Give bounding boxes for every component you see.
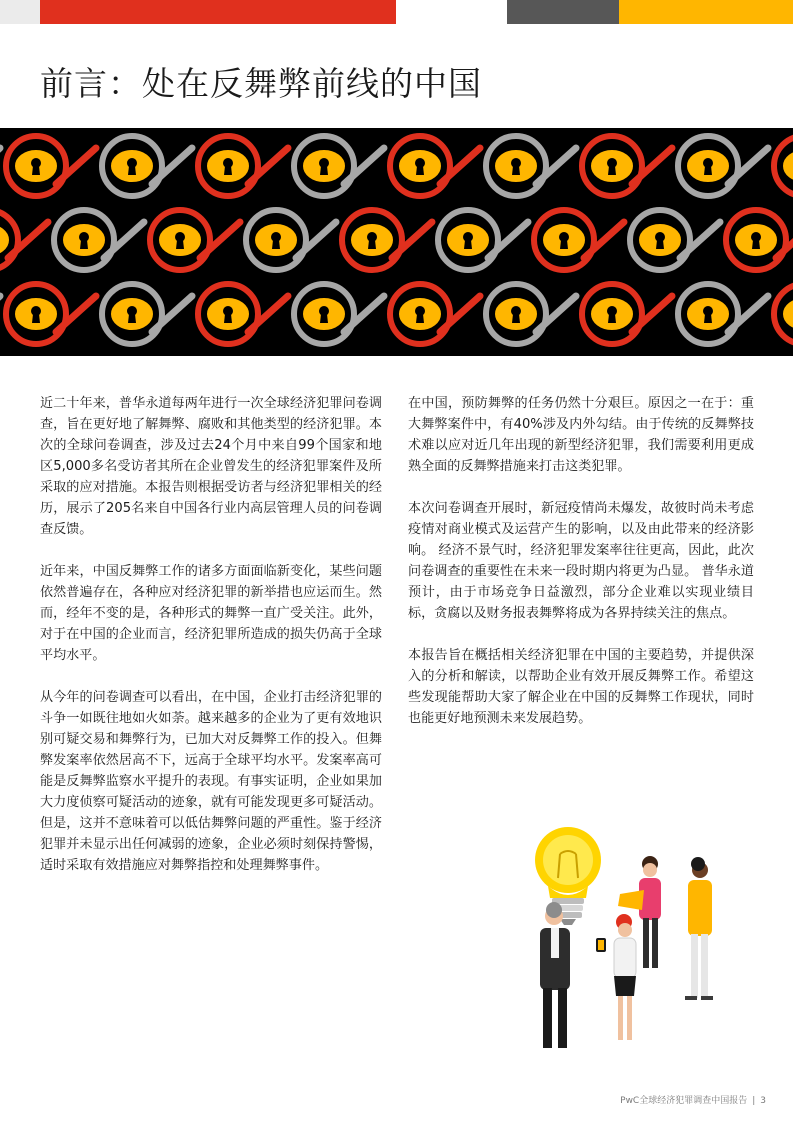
right-column: [408, 393, 754, 750]
page-footer: [620, 1093, 766, 1106]
intro-paragraph-1: 近二十年来，普华永道每两年进行一次全球经济犯罪问卷调查，旨在更好地了解舞弊、腐败和其他类型的经济犯罪。本次的全球问卷调查，涉及过去24个月中来自99个国家和地区5,000多名受访者其所在企业曾发生的经济犯罪案件及所采取的应对措施。本报告则根据受访者与经济犯罪相关的经历，展示了205名来自中国各行业内高层管理人员的问卷调查反馈。: [40, 396, 382, 537]
intro-paragraph-5: 本次问卷调查开展时，新冠疫情尚未爆发，故彼时尚未考虑疫情对商业模式及运营产生的影响，以及由此带来的经济影响。 经济不景气时，经济犯罪发案率往往更高，因此，此次问卷调查的重要性在未来一段时期内将更为凸显。 普华永道预计，由于市场竞争日益激烈，部分企业难以实现业绩目标，贪腐以及财务报表舞弊将成为各界持续关注的焦点。: [408, 501, 754, 621]
page-title: 前言：处在反舞弊前线的中国: [40, 64, 482, 103]
intro-paragraph-2: 近年来，中国反舞弊工作的诸多方面面临新变化，某些问题依然普遍存在，各种应对经济犯罪的新举措也应运而生。然而，经年不变的是，各种形式的舞弊一直广受关注。此外，对于在中国的企业而言，经济犯罪所造成的损失仍高于全球平均水平。: [40, 564, 382, 663]
man-yellow-figure: [685, 857, 713, 1000]
intro-paragraph-6: 本报告旨在概括相关经济犯罪在中国的主要趋势，并提供深入的分析和解读，以帮助企业有效开展反舞弊工作。希望这些发现能帮助大家了解企业在中国的反舞弊工作现状，同时也能更好地预测未来发展趋势。: [408, 648, 754, 726]
lightbulb-team-illustration: [520, 812, 720, 1057]
intro-paragraph-3: 从今年的问卷调查可以看出，在中国，企业打击经济犯罪的斗争一如既往地如火如荼。越来越多的企业为了更有效地识别可疑交易和舞弊行为，已加大对反舞弊工作的投入。但舞弊发案率依然居高不下，远高于全球平均水平。发案率高可能是反舞弊监察水平提升的表现。有事实证明，企业如果加大力度侦察可疑活动的迹象，就有可能发现更多可疑活动。但是，这并不意味着可以低估舞弊问题的严重性。鉴于经济犯罪并未显示出任何减弱的迹象，企业必须时刻保持警惕，适时采取有效措施应对舞弊指控和处理舞弊事件。: [40, 690, 382, 873]
footer-report-name: PwC全球经济犯罪调查中国报告: [620, 1096, 748, 1106]
top-bar-grey: [507, 0, 619, 24]
top-bar-yellow: [619, 0, 793, 24]
woman-white-figure: [596, 914, 636, 1040]
page-number: 3: [760, 1096, 766, 1106]
top-bar-red: [40, 0, 396, 24]
left-column: [40, 393, 382, 897]
footer-separator: |: [752, 1096, 756, 1106]
keyhole-eye-banner: [0, 128, 793, 356]
intro-paragraph-4: 在中国，预防舞弊的任务仍然十分艰巨。原因之一在于：重大舞弊案件中，有40%涉及内外勾结。由于传统的反舞弊技术难以应对近几年出现的新型经济犯罪，我们需要利用更成熟全面的反舞弊措施来打击这类犯罪。: [408, 396, 754, 474]
top-bar-light: [0, 0, 40, 24]
lightbulb-icon: [535, 827, 601, 925]
